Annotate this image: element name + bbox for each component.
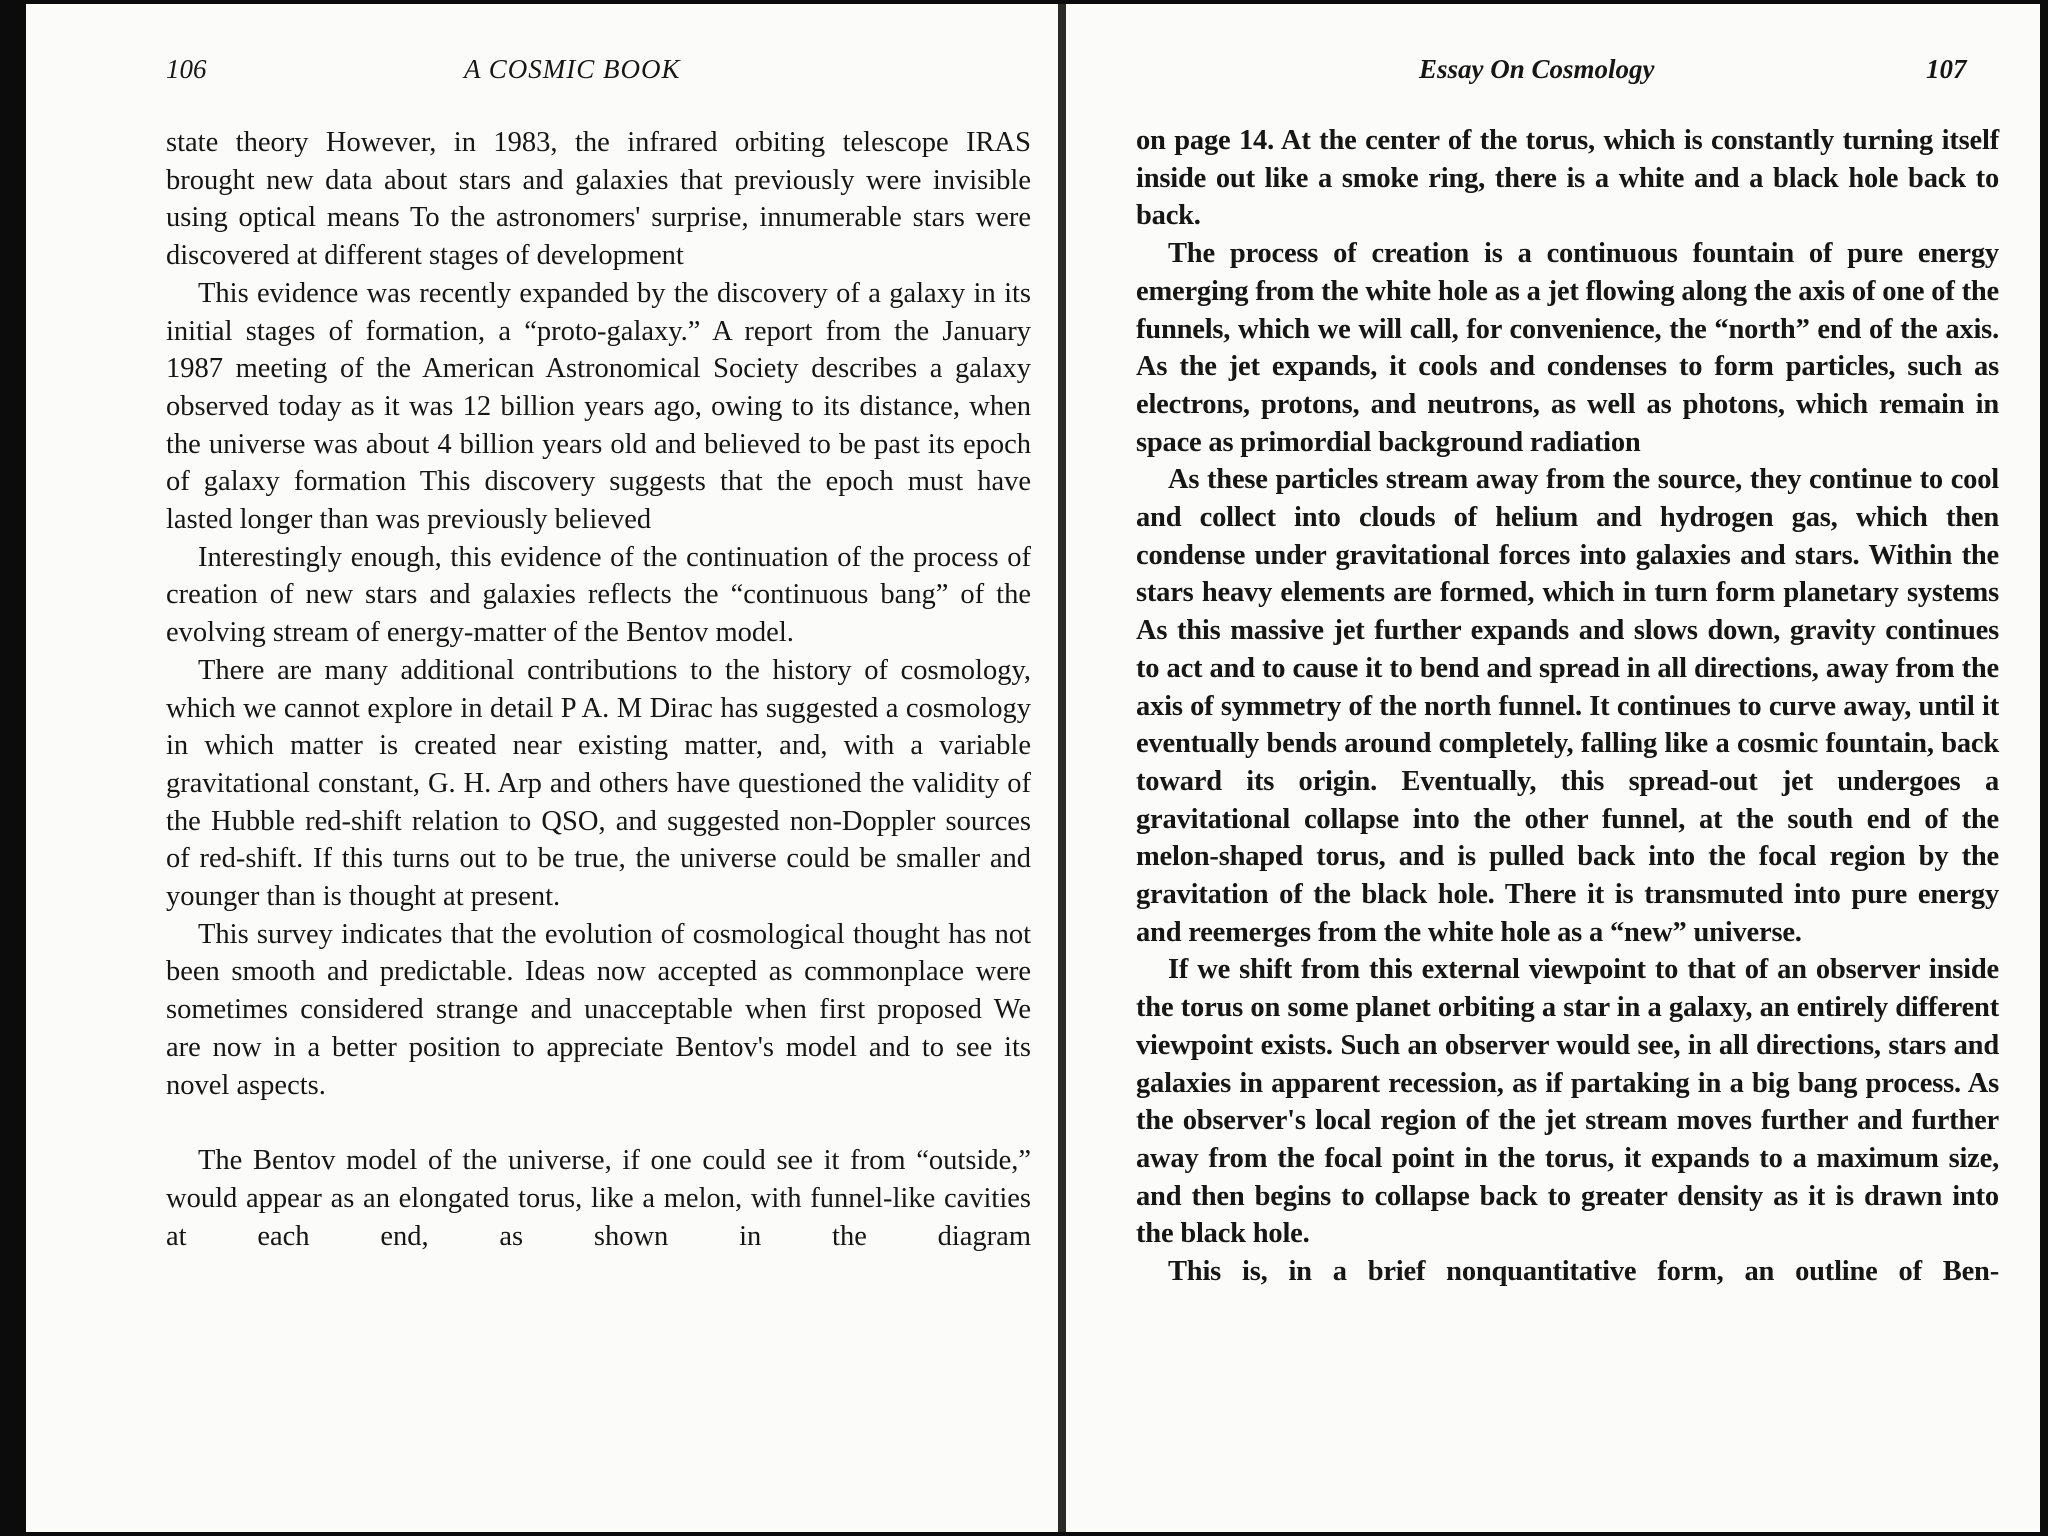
- paragraph: state theory However, in 1983, the infrared orbiting telescope IRAS brought new data about stars and galaxies that previously were invisible using optical means To the astronomers' surprise, innumerable stars were discovered at different stages of development: [166, 127, 1031, 272]
- page-number: 106: [166, 54, 207, 84]
- right-page: [1066, 4, 2040, 1532]
- book-gutter: [1058, 4, 1066, 1532]
- paragraph: The process of creation is a continuous fountain of pure energy emerging from the white hole as a jet flowing along the axis of one of the funnels, which we will call, for convenience, the “north” end of the axis. As the jet expands, it cools and condenses to form particles, such as electrons, protons, and neutrons, as well as photons, which remain in space as primordial background radiation: [1136, 238, 1999, 458]
- running-head: Essay On Cosmology: [1419, 54, 1655, 84]
- paragraph: on page 14. At the center of the torus, which is constantly turning itself inside out like a smoke ring, there is a white and a black hole back to back.: [1136, 125, 1999, 232]
- body-text: [1136, 122, 1999, 1291]
- book-spread: [26, 4, 2040, 1532]
- paragraph: If we shift from this external viewpoint to that of an observer inside the torus on some planet orbiting a star in a galaxy, an entirely different viewpoint exists. Such an observer would see, in all directions, stars and galaxies in apparent recession, as if partaking in a big bang process. As the observer's local region of the jet stream moves further and further away from the focal point in the torus, it expands to a maximum size, and then begins to collapse back to greater density as it is drawn into the black hole.: [1136, 954, 1999, 1250]
- page-number: 107: [1926, 54, 1967, 84]
- left-page: [26, 4, 1058, 1532]
- running-head: A COSMIC BOOK: [464, 54, 681, 84]
- paragraph: There are many additional contributions to the history of cosmology, which we cannot explore in detail P A. M Dirac has suggested a cosmology in which matter is created near existing matter, and, with a variable gravitational constant, G. H. Arp and others have questioned the validity of the Hubble red-shift relation to QSO, and suggested non-Doppler sources of red-shift. If this turns out to be true, the universe could be smaller and younger than is thought at present.: [166, 654, 1031, 913]
- paragraph: Interestingly enough, this evidence of the continuation of the process of creation of new stars and galaxies reflects the “continuous bang” of the evolving stream of energy-matter of the Bentov model.: [166, 541, 1031, 649]
- paragraph: This survey indicates that the evolution of cosmological thought has not been smooth and predictable. Ideas now accepted as commonplace were sometimes considered strange and unacceptable when first proposed We are now in a better position to appreciate Bentov's model and to see its novel aspects.: [166, 918, 1031, 1101]
- paragraph: This is, in a brief nonquantitative form, an outline of Ben-: [1168, 1256, 1999, 1288]
- body-text: [166, 124, 1031, 1255]
- paragraph: As these particles stream away from the source, they continue to cool and collect into clouds of helium and hydrogen gas, which then condense under gravitational forces into galaxies and stars. Within the stars heavy elements are formed, which in turn form planetary systems As this massive jet further expands and slows down, gravity continues to act and to cause it to bend and spread in all directions, away from the axis of symmetry of the north funnel. It continues to curve away, until it eventually bends around completely, falling like a cosmic fountain, back toward its origin. Eventually, this spread-out jet undergoes a gravitational collapse into the other funnel, at the south end of the melon-shaped torus, and is pulled back into the focal region by the gravitation of the black hole. There it is transmuted into pure energy and reemerges from the white hole as a “new” universe.: [1136, 464, 1999, 948]
- paragraph: This evidence was recently expanded by the discovery of a galaxy in its initial stages of formation, a “proto-galaxy.” A report from the January 1987 meeting of the American Astronomical Society describes a galaxy observed today as it was 12 billion years ago, owing to its distance, when the universe was about 4 billion years old and believed to be past its epoch of galaxy formation This discovery suggests that the epoch must have lasted longer than was previously believed: [166, 277, 1031, 536]
- paragraph: The Bentov model of the universe, if one could see it from “outside,” would appear as an elongated torus, like a melon, with funnel-like cavities at each end, as shown in the diagram: [166, 1145, 1031, 1252]
